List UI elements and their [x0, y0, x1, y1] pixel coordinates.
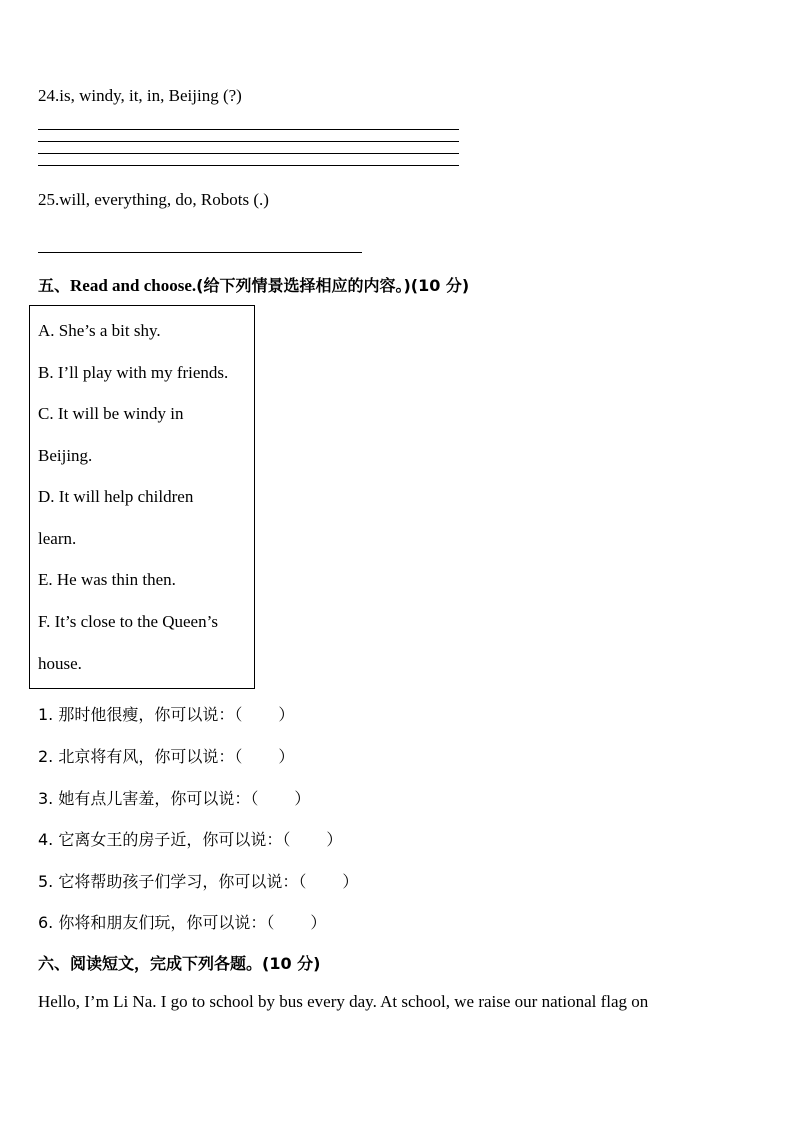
- item-close: ）: [278, 705, 295, 724]
- choice-b: B. I’ll play with my friends.: [38, 363, 229, 382]
- section-title: 六、阅读短文，完成下列各题。(10 分): [38, 954, 321, 973]
- question-number: 25.: [38, 190, 60, 209]
- passage-text: Hello, I’m Li Na. I go to school by bus every day. At school, we raise our national flag on: [38, 992, 649, 1011]
- choice-f-cont: house.: [38, 654, 82, 673]
- choice-f: F. It’s close to the Queen’s: [38, 612, 218, 631]
- answer-line: [38, 153, 459, 154]
- answer-line: [38, 165, 459, 166]
- choice-d-cont: learn.: [38, 529, 77, 548]
- item-close: ）: [310, 913, 327, 932]
- choice-e: E. He was thin then.: [38, 570, 176, 589]
- choice-c-cont: Beijing.: [38, 446, 93, 465]
- item-text: 它离女王的房子近，你可以说：（: [58, 830, 291, 849]
- item-text: 北京将有风，你可以说：（: [58, 747, 243, 766]
- answer-line: [38, 129, 459, 130]
- section-5-heading: [38, 273, 469, 296]
- item-number: 5.: [38, 872, 54, 891]
- item-number: 1.: [38, 705, 54, 724]
- item-text: 那时他很瘦，你可以说：（: [58, 705, 243, 724]
- list-item: [38, 744, 294, 767]
- item-close: ）: [326, 830, 343, 849]
- question-words: will, everything, do, Robots (.): [59, 190, 269, 209]
- list-item: [38, 827, 342, 850]
- item-number: 2.: [38, 747, 54, 766]
- item-text: 她有点儿害羞，你可以说：（: [58, 789, 259, 808]
- item-text: 你将和朋友们玩，你可以说：（: [58, 913, 275, 932]
- choice-d: D. It will help children: [38, 487, 194, 506]
- section-title-en: Read and choose.: [70, 276, 197, 295]
- item-close: ）: [342, 872, 359, 891]
- section-number: 五、: [38, 276, 71, 295]
- item-number: 6.: [38, 913, 54, 932]
- question-25: [38, 190, 269, 210]
- list-item: [38, 786, 310, 809]
- choice-a: A. She’s a bit shy.: [38, 321, 161, 340]
- item-number: 4.: [38, 830, 54, 849]
- item-close: ）: [278, 747, 295, 766]
- answer-line: [38, 141, 459, 142]
- question-24: [38, 86, 242, 106]
- list-item: [38, 869, 358, 892]
- choice-c: C. It will be windy in: [38, 404, 184, 423]
- list-item: [38, 702, 294, 725]
- section-6-heading: [38, 951, 320, 974]
- item-number: 3.: [38, 789, 54, 808]
- question-words: is, windy, it, in, Beijing (?): [59, 86, 242, 105]
- item-close: ）: [294, 789, 311, 808]
- item-text: 它将帮助孩子们学习，你可以说：（: [58, 872, 307, 891]
- question-number: 24.: [38, 86, 60, 105]
- list-item: [38, 910, 326, 933]
- section-title-cn: (给下列情景选择相应的内容。)(10 分): [196, 276, 470, 295]
- answer-line: [38, 252, 362, 253]
